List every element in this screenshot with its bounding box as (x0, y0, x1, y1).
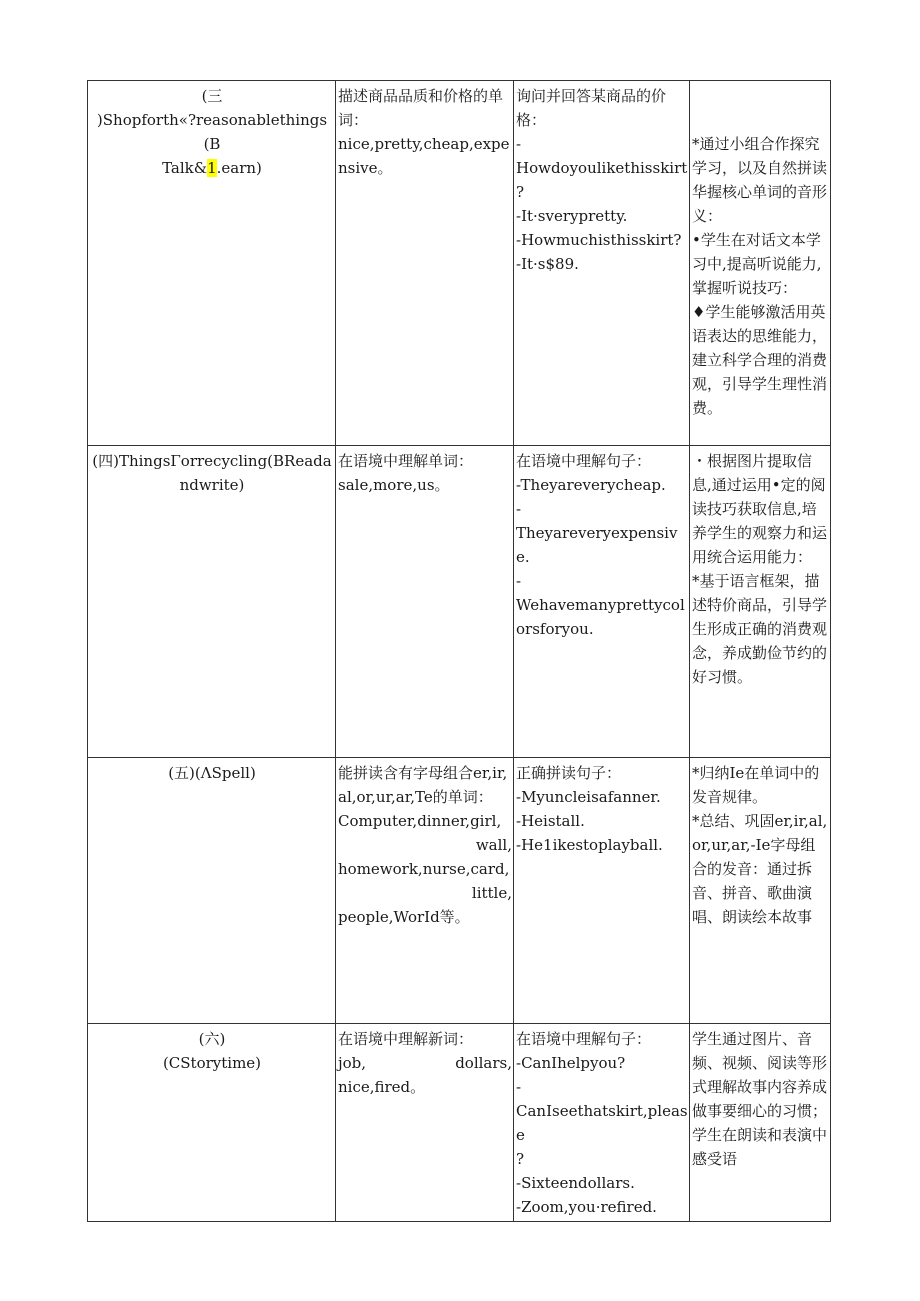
lesson-title-cell: (四)ThingsΓorrecycling(BReada ndwrite) (88, 446, 336, 758)
vocabulary-cell: 能拼读含有字母组合er,ir,al,or,ur,ar,Te的单词： Computer,dinner,girl, wall, homework,nurse,card, little, people,WorId等。 (336, 758, 514, 1024)
table-row (88, 758, 831, 1024)
lesson-title-cell: (五)(ΛSpell) (88, 758, 336, 1024)
vocabulary-cell: 描述商品品质和价格的单词： nice,pretty,cheap,expensive。 (336, 81, 514, 446)
table-row (88, 1024, 831, 1222)
table-row (88, 81, 831, 446)
highlighted-text: 1 (207, 159, 217, 177)
lesson-title-cell: (六) (CStorytime) (88, 1024, 336, 1222)
sentence-cell: 询问并回答某商品的价格： - Howdoyoulikethisskirt ? -It·sverypretty. -Howmuchisthisskirt? -It·s$89. (514, 81, 690, 446)
sentence-cell: 在语境中理解句子： -Theyareverycheap. - Theyareveryexpensive. - Wehavemanyprettycolorsforyou. (514, 446, 690, 758)
table-row (88, 446, 831, 758)
lesson-plan-table (87, 80, 831, 1222)
sentence-cell: 在语境中理解句子： -CanIhelpyou? - CanIseethatskirt,please ? -Sixteendollars. -Zoom,you·refired. (514, 1024, 690, 1222)
vocabulary-cell: 在语境中理解单词： sale,more,us。 (336, 446, 514, 758)
goals-cell: *归纳Ie在单词中的发音规律。 *总结、巩固er,ir,al,or,ur,ar,-Ie字母组合的发音：通过拆音、拼音、歌曲演唱、朗读绘本故事 (690, 758, 831, 1024)
goals-cell: 学生通过图片、音频、视频、阅读等形式理解故事内容养成做事要细心的习惯； 学生在朗读和表演中感受语 (690, 1024, 831, 1222)
lesson-title-cell: (三 )Shopforth«?reasonablethings(B Talk&1.earn) (88, 81, 336, 446)
goals-cell: *通过小组合作探究学习，以及自然拼读华握核心单词的音形义： •学生在对话文本学习中,提高听说能力,掌握听说技巧： ♦学生能够激活用英语表达的思维能力，建立科学合理的消费观，引导学生理性消费。 (690, 81, 831, 446)
sentence-cell: 正确拼读句子： -Myuncleisafanner. -Heistall. -He1ikestoplayball. (514, 758, 690, 1024)
goals-cell: ・根据图片提取信息,通过运用•定的阅读技巧获取信息,培养学生的观察力和运用统合运用能力： *基于语言框架，描述特价商品，引导学生形成正确的消费观念，养成勤俭节约的好习惯。 (690, 446, 831, 758)
vocabulary-cell: 在语境中理解新词： job, dollars, nice,fired。 (336, 1024, 514, 1222)
